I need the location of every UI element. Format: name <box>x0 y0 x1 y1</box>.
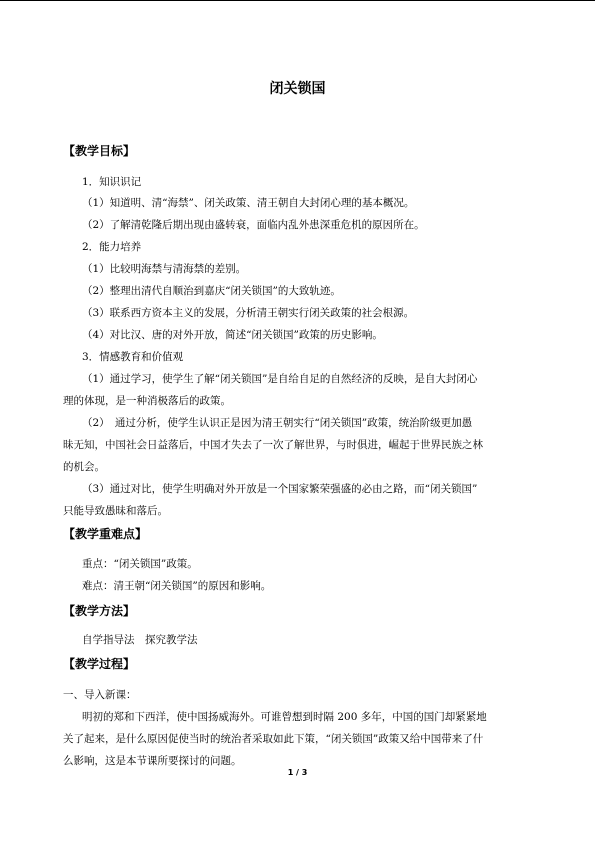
process-paragraph-line-3: 么影响，这是本节课所要探讨的问题。 <box>63 755 242 767</box>
goal-emotion-heading: 3．情感教育和价值观 <box>82 351 184 363</box>
goal-ability-item-3: （3）联系西方资本主义的发展，分析清王朝实行闭关政策的社会根源。 <box>82 307 415 319</box>
goal-knowledge-heading: 1．知识识记 <box>82 176 142 188</box>
keypoint-difficulty: 难点：清王朝“闭关锁国”的原因和影响。 <box>82 580 272 592</box>
section-heading-methods: 【教学方法】 <box>63 604 136 618</box>
process-intro-heading: 一、导入新课： <box>63 689 137 701</box>
goal-ability-item-1: （1）比较明海禁与清海禁的差别。 <box>82 263 247 275</box>
goal-knowledge-item-2: （2）了解清乾隆后期出现由盛转衰，面临内乱外患深重危机的原因所在。 <box>82 219 425 231</box>
goal-emotion-item-2-line-1: （2） 通过分析，使学生认识正是因为清王朝实行“闭关锁国”政策，统治阶级更加愚 <box>82 417 473 429</box>
methods-text: 自学指导法 探究教学法 <box>82 634 198 646</box>
goal-ability-item-4: （4）对比汉、唐的对外开放，简述“闭关锁国”政策的历史影响。 <box>82 329 383 341</box>
section-heading-goals: 【教学目标】 <box>63 144 136 158</box>
goal-emotion-item-3-line-2: 只能导致愚昧和落后。 <box>63 505 168 517</box>
page-number: 1 / 3 <box>287 768 308 777</box>
header-rule <box>0 0 595 1</box>
process-paragraph-line-2: 关了起来，是什么原因促使当时的统治者采取如此下策，“闭关锁国”政策又给中国带来了什 <box>63 733 484 745</box>
keypoint-focus: 重点：“闭关锁国”政策。 <box>82 558 198 570</box>
goal-ability-heading: 2．能力培养 <box>82 241 142 253</box>
section-heading-keypoints: 【教学重难点】 <box>63 527 148 541</box>
document-title: 闭关锁国 <box>269 81 326 97</box>
goal-emotion-item-1-line-1: （1）通过学习，使学生了解“闭关锁国”是自给自足的自然经济的反映，是自大封闭心 <box>82 373 478 385</box>
goal-ability-item-2: （2）整理出清代自顺治到嘉庆“闭关锁国”的大致轨迹。 <box>82 285 341 297</box>
section-heading-process: 【教学过程】 <box>63 657 136 671</box>
goal-knowledge-item-1: （1）知道明、清“海禁”、闭关政策、清王朝自大封闭心理的基本概况。 <box>82 197 415 209</box>
goal-emotion-item-3-line-1: （3）通过对比，使学生明确对外开放是一个国家繁荣强盛的必由之路，而“闭关锁国” <box>82 483 478 495</box>
process-paragraph-line-1: 明初的郑和下西洋，使中国扬威海外。可谁曾想到时隔 200 多年，中国的国门却紧紧地 <box>82 711 487 723</box>
goal-emotion-item-2-line-2: 昧无知，中国社会日益落后，中国才失去了一次了解世界，与时俱进，崛起于世界民族之林 <box>63 439 483 451</box>
goal-emotion-item-2-line-3: 的机会。 <box>63 461 105 473</box>
goal-emotion-item-1-line-2: 理的体现，是一种消极落后的政策。 <box>63 395 231 407</box>
